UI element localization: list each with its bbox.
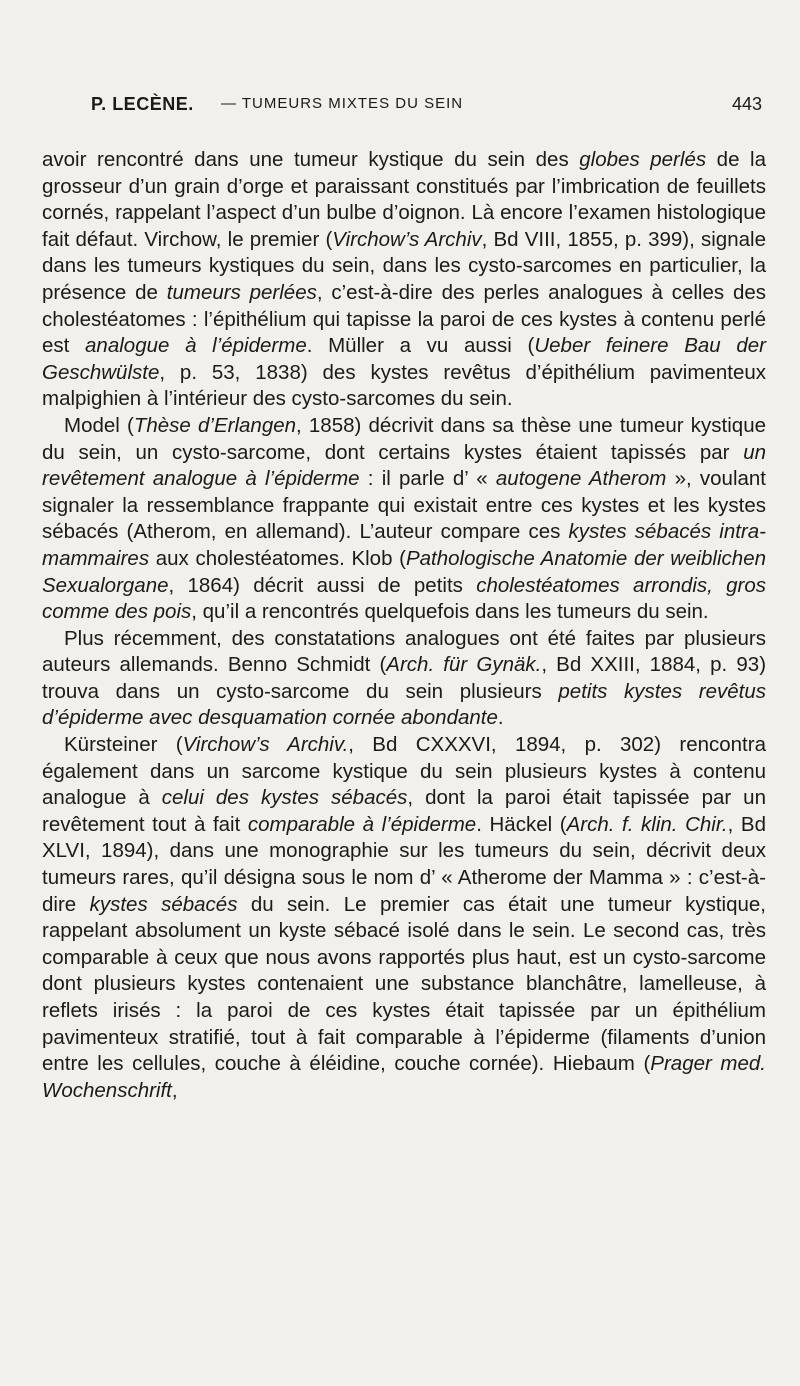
header-title: — TUMEURS MIXTES DU SEIN — [221, 95, 464, 112]
italic-run: Ueber feinere Bau der Geschwülste — [42, 334, 766, 384]
italic-run: kystes sébacés intra-mammaires — [42, 520, 766, 570]
paragraph — [42, 732, 766, 1104]
italic-run: Virchow’s Archiv. — [182, 733, 349, 757]
italic-run: globes perlés — [579, 148, 707, 171]
italic-run: Arch. f. klin. Chir. — [566, 812, 728, 836]
text-run: Kürsteiner ( — [64, 733, 183, 757]
text-run: . Häckel ( — [476, 812, 567, 836]
italic-run: tumeurs perlées — [166, 280, 317, 304]
italic-run: Virchow’s Archiv — [332, 227, 482, 251]
text-run: , qu’il a rencontrés quelquefois dans les tumeurs du sein. — [191, 600, 709, 624]
italic-run: cholestéatomes arrondis, gros comme des pois — [42, 573, 766, 624]
body-text — [42, 147, 766, 1104]
paragraph — [42, 626, 766, 732]
text-run: , dont la paroi était tapissée par un revêtement tout à fait — [42, 786, 766, 836]
italic-run: Prager med. Wochenschrift — [42, 1052, 766, 1102]
text-run: aux cholestéatomes. Klob ( — [149, 546, 406, 570]
text-run: du sein. Le premier cas était une tumeur kystique, rappelant absolument un kyste sébacé isolé dans le sein. Le second cas, très comparable à ceux que nous avons rapportés plus haut, est un cysto-sarcome dont plusieurs kystes contenaient une substance blanchâtre, lamelleuse, à reflets irisés : la paroi de ces kystes était tapissée par un épithélium pavimenteux stratifié, tout à fait comparable à l’épiderme (filaments d’union entre les cellules, couche à éléidine, couche cornée). Hiebaum ( — [42, 892, 766, 1076]
running-header — [91, 91, 762, 117]
italic-run: comparable à l’épiderme — [247, 812, 477, 836]
header-author: P. LECÈNE. — [91, 94, 194, 114]
text-run: , c’est-à-dire des perles analogues à celles des cholestéatomes : l’épithélium qui tapisse la paroi de ces kystes à contenu perlé est — [42, 280, 767, 358]
italic-run: Thèse d’Erlangen — [133, 413, 297, 437]
text-run: , Bd XLVI, 1894), dans une monographie sur les tumeurs du sein, décrivit deux tumeurs rares, qu’il désigna sous le nom d’ « Atherome der Mamma » : c’est-à-dire — [42, 812, 766, 916]
italic-run: kystes sébacés — [89, 892, 238, 916]
paragraph — [42, 147, 766, 413]
text-run: , — [171, 1078, 178, 1102]
text-run: , Bd XXIII, 1884, p. 93) trouva dans un cysto-sarcome du sein plusieurs — [42, 653, 767, 703]
page-number: 443 — [731, 94, 762, 114]
text-run: », voulant signaler la ressemblance frappante qui existait entre ces kystes et les kystes sébacés (Atherom, en allemand). L’auteur compare ces — [42, 467, 766, 544]
paragraph — [42, 413, 766, 626]
text-run: Model ( — [64, 413, 134, 437]
text-run: . Müller a vu aussi ( — [306, 334, 535, 358]
text-run: de la grosseur d’un grain d’orge et paraissant constitués par l’imbrication de feuillets cornés, rappelant l’aspect d’un bulbe d’oignon. Là encore l’examen histologique fait défaut. Virchow, le premier ( — [42, 148, 766, 251]
text-run: Plus récemment, des constatations analogues ont été faites par plusieurs auteurs allemands. Benno Schmidt ( — [42, 626, 766, 677]
italic-run: celui des kystes sébacés — [161, 786, 408, 810]
italic-run: un revêtement analogue à l’épiderme — [42, 440, 766, 491]
text-run: , Bd CXXXVI, 1894, p. 302) rencontra également dans un sarcome kystique du sein plusieurs kystes à contenu analogue à — [42, 733, 766, 810]
text-run: avoir rencontré dans une tumeur kystique du sein des — [42, 148, 580, 171]
italic-run: analogue à l’épiderme — [85, 334, 307, 358]
text-run: : il parle d’ « — [359, 467, 496, 491]
text-run: , 1864) décrit aussi de petits — [168, 573, 477, 597]
text-run: . — [497, 706, 504, 730]
italic-run: Arch. für Gynäk. — [386, 653, 542, 677]
italic-run: autogene Atherom — [495, 467, 667, 491]
italic-run: Pathologische Anatomie der weiblichen Sexualorgane — [42, 546, 766, 597]
text-run: , p. 53, 1838) des kystes revêtus d’épithélium pavimenteux malpighien à l’intérieur des cysto-sarcomes du sein. — [42, 360, 766, 411]
text-run: , Bd VIII, 1855, p. 399), signale dans les tumeurs kystiques du sein, dans les cysto-sarcomes en particulier, la présence de — [42, 227, 766, 304]
italic-run: petits kystes revêtus d’épiderme avec desquamation cornée abondante — [42, 679, 766, 730]
text-run: , 1858) décrivit dans sa thèse une tumeur kystique du sein, un cysto-sarcome, dont certains kystes étaient tapissés par — [42, 413, 767, 464]
